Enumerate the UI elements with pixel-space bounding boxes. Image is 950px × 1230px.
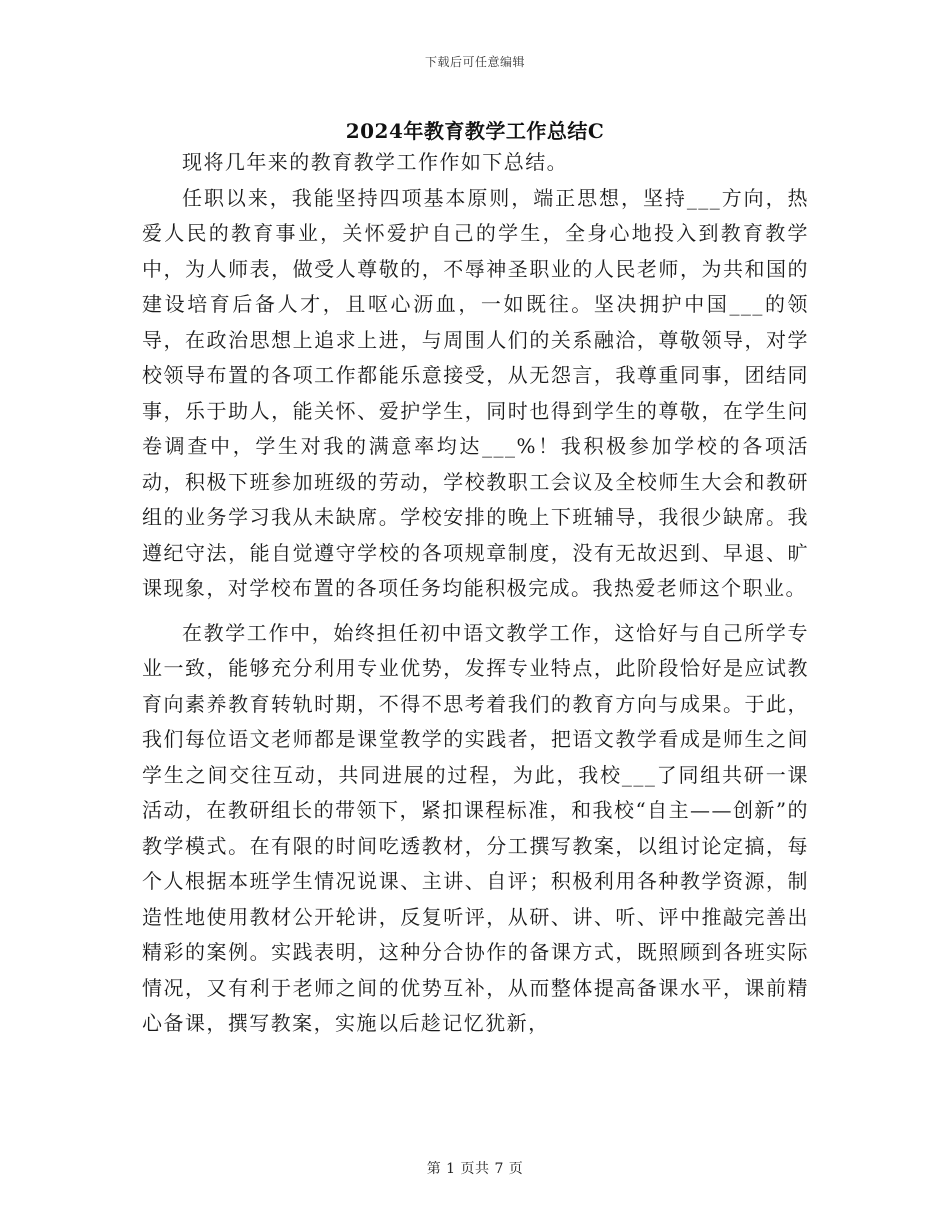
- document-body: [142, 145, 809, 1042]
- paragraph-intro: 现将几年来的教育教学工作作如下总结。: [182, 150, 569, 174]
- paragraph-teaching: 在教学工作中，始终担任初中语文教学工作，这恰好与自己所学专业一致，能够充分利用专业优势，发挥专业特点，此阶段恰好是应试教育向素养教育转轨时期，不得不思考着我们的教育方向与成果。于此，我们每位语文老师都是课堂教学的实践者，把语文教学看成是师生之间学生之间交往互动，共同进展的过程，为此，我校___了同组共研一课活动，在教研组长的带领下，紧扣课程标准，和我校“自主——创新”的教学模式。在有限的时间吃透教材，分工撰写教案，以组讨论定搞，每个人根据本班学生情况说课、主讲、自评；积极利用各种教学资源，制造性地使用教材公开轮讲，反复听评，从研、讲、听、评中推敲完善出精彩的案例。实践表明，这种分合协作的备课方式，既照顾到各班实际情况，又有利于老师之间的优势互补，从而整体提高备课水平，课前精心备课，撰写教案，实施以后趁记忆犹新，: [142, 620, 809, 1035]
- paragraph-conduct: 任职以来，我能坚持四项基本原则，端正思想，坚持___方向，热爱人民的教育事业，关怀爱护自己的学生，全身心地投入到教育教学中，为人师表，做受人尊敬的，不辱神圣职业的人民老师，为共和国的建设培育后备人才，且呕心沥血，一如既往。坚决拥护中国___的领导，在政治思想上追求上进，与周围人们的关系融洽，尊敬领导，对学校领导布置的各项工作都能乐意接受，从无怨言，我尊重同事，团结同事，乐于助人，能关怀、爱护学生，同时也得到学生的尊敬，在学生问卷调查中，学生对我的满意率均达___%！我积极参加学校的各项活动，积极下班参加班级的劳动，学校教职工会议及全校师生大会和教研组的业务学习我从未缺席。学校安排的晚上下班辅导，我很少缺席。我遵纪守法，能自觉遵守学校的各项规章制度，没有无故迟到、早退、旷课现象，对学校布置的各项任务均能积极完成。我热爱老师这个职业。: [142, 185, 809, 600]
- document-title: 2024年教育教学工作总结C: [345, 119, 605, 143]
- page-number: 第 1 页共 7 页: [426, 1161, 524, 1177]
- header-note: 下载后可任意编辑: [424, 55, 525, 69]
